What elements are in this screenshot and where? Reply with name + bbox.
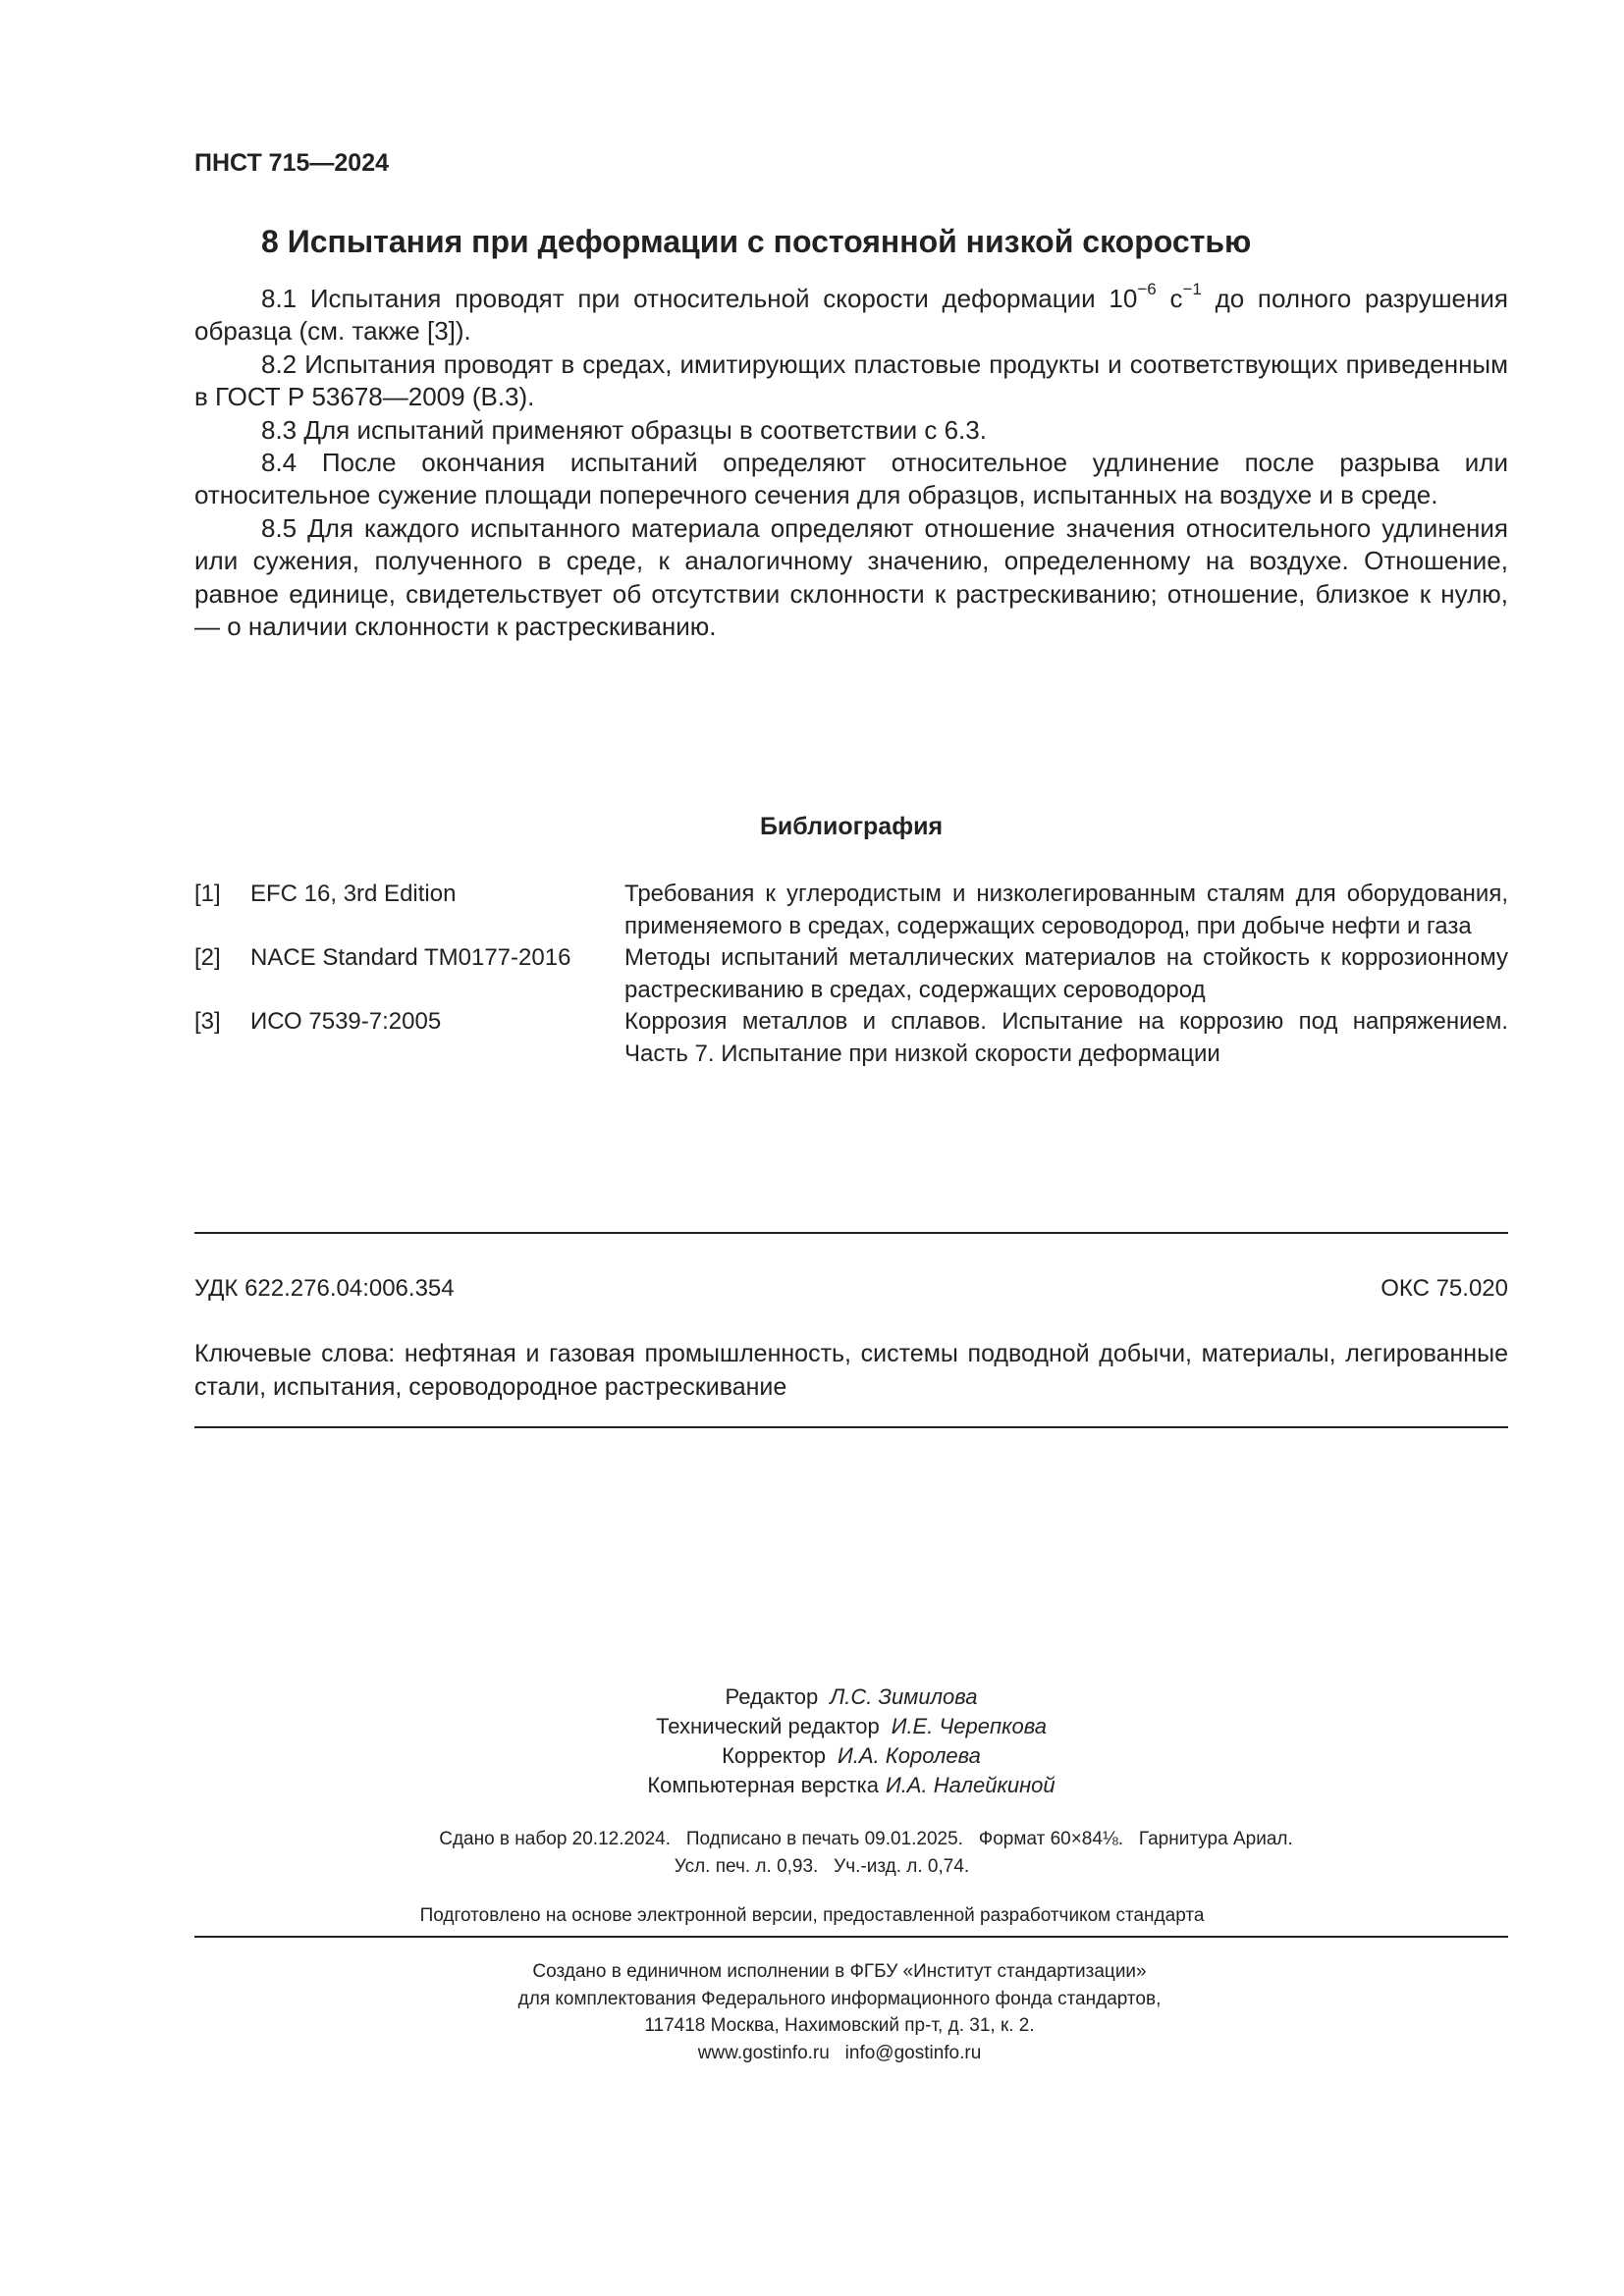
section-body [194, 280, 1508, 643]
exponent-deformation: −6 [1137, 280, 1157, 299]
bibliography-list [194, 879, 1508, 1070]
bibliography-number: [1] [194, 881, 221, 907]
udk-code: УДК 622.276.04:006.354 [194, 1275, 455, 1302]
keywords: Ключевые слова: нефтяная и газовая промышленность, системы подводной добычи, материалы, легированные стали, испытания, сероводородное растрескивание [194, 1340, 1508, 1401]
credit-layout: Компьютерная верстка И.А. Налейкиной [647, 1773, 1056, 1797]
bibliography-number: [2] [194, 944, 221, 971]
print-info [0, 1826, 1624, 1881]
bibliography-code: EFC 16, 3rd Edition [250, 881, 457, 907]
section-title: 8 Испытания при деформации с постоянной низкой скоростью [261, 224, 1252, 259]
paragraph-8-1: 8.1 Испытания проводят при относительной скорости деформации $10^{-6}$ $с^{-1}$ до полного разрушения образца (см. также [3]). [194, 280, 1508, 347]
credit-tech-editor: Технический редактор И.Е. Черепкова [656, 1714, 1047, 1738]
publisher-line: Создано в единичном исполнении в ФГБУ «Институт стандартизации» [532, 1961, 1147, 1982]
exponent-unit: −1 [1182, 280, 1202, 299]
divider-publisher [194, 1936, 1508, 1938]
publisher-block [0, 1958, 1624, 2066]
oks-code: ОКС 75.020 [1380, 1275, 1508, 1302]
print-info-line: Усл. печ. л. 0,93. Уч.-изд. л. 0,74. [674, 1856, 970, 1877]
divider-top [194, 1232, 1508, 1234]
divider-bottom [194, 1426, 1508, 1428]
publisher-line: для комплектования Федерального информационного фонда стандартов, [517, 1988, 1162, 2009]
credit-editor: Редактор Л.С. Зимилова [725, 1684, 978, 1709]
credits-block [0, 1682, 1624, 1800]
paragraph-8-3: 8.3 Для испытаний применяют образцы в соответствии с 6.3. [261, 414, 987, 445]
bibliography-number: [3] [194, 1008, 221, 1035]
bibliography-code: NACE Standard TM0177-2016 [250, 944, 571, 971]
bibliography-description: Методы испытаний металлических материалов на стойкость к коррозионному растрескиванию в средах, содержащих сероводород [624, 944, 1508, 1003]
bibliography-description: Коррозия металлов и сплавов. Испытание на коррозию под напряжением. Часть 7. Испытание при низкой скорости деформации [624, 1008, 1508, 1067]
paragraph-8-4: 8.4 После окончания испытаний определяют относительное удлинение после разрыва или относительное сужение площади поперечного сечения для образцов, испытанных на воздухе и в среде. [194, 448, 1508, 510]
bibliography-heading: Библиография [759, 813, 944, 840]
paragraph-8-5: 8.5 Для каждого испытанного материала определяют отношение значения относительного удлинения или сужения, полученного в среде, к аналогичному значению, определенному на воздухе. Отношение, равное единице, свидетельствует об отсутствии склонности к растрескиванию; отношение, близкое к нулю, — о наличии склонности к растрескиванию. [194, 512, 1508, 642]
bibliography-item [194, 1006, 1508, 1070]
bibliography-code: ИСО 7539-7:2005 [250, 1008, 442, 1035]
publisher-links: www.gostinfo.ru info@gostinfo.ru [697, 2042, 982, 2063]
bibliography-item [194, 942, 1508, 1006]
bibliography-item [194, 879, 1508, 942]
print-info-line: Сдано в набор 20.12.2024. Подписано в печать 09.01.2025. Формат 60×84⅛. Гарнитура Ариал. [439, 1829, 1293, 1849]
prepared-note: Подготовлено на основе электронной версии, предоставленной разработчиком стандарта [419, 1905, 1205, 1926]
bibliography-description: Требования к углеродистым и низколегированным сталям для оборудования, применяемого в средах, содержащих сероводород, при добыче нефти и газа [624, 881, 1508, 939]
publisher-line: 117418 Москва, Нахимовский пр-т, д. 31, к. 2. [644, 2015, 1035, 2036]
credit-corrector: Корректор И.А. Королева [722, 1743, 981, 1768]
paragraph-8-2: 8.2 Испытания проводят в средах, имитирующих пластовые продукты и соответствующих приведенным в ГОСТ Р 53678—2009 (В.3). [194, 348, 1508, 412]
document-code: ПНСТ 715—2024 [194, 149, 389, 177]
